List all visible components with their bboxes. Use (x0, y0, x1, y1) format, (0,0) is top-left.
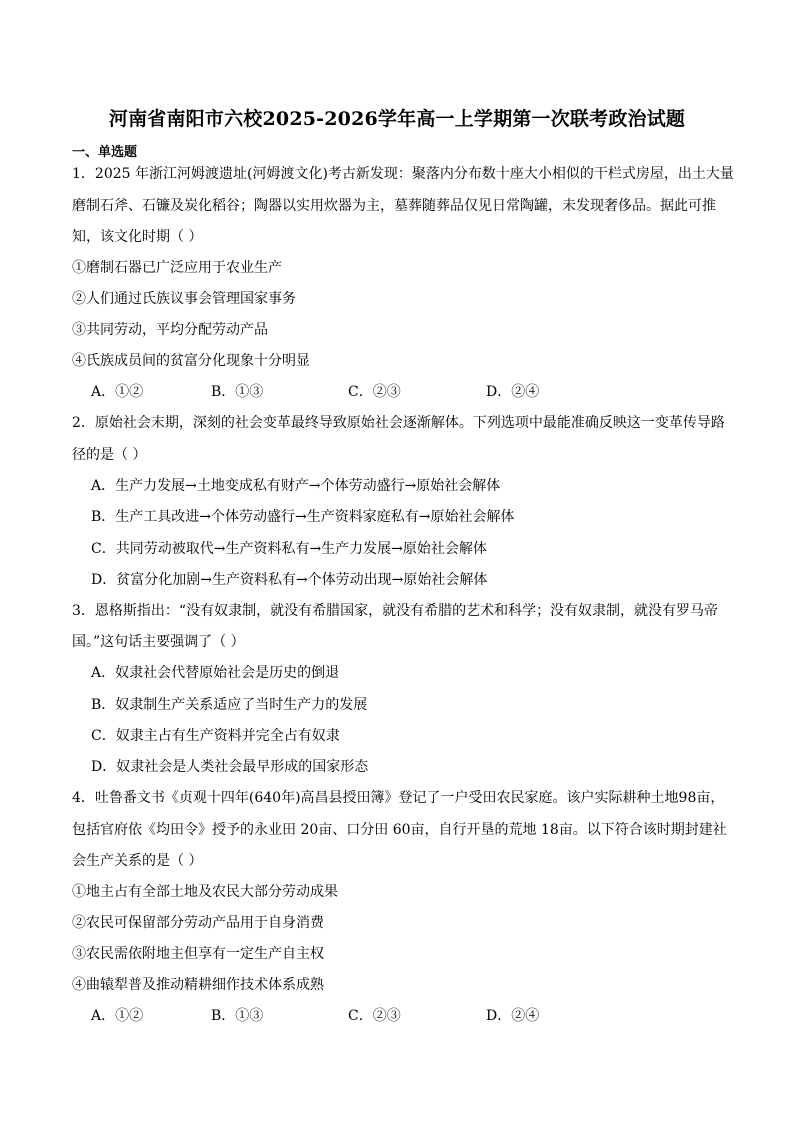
question-1-stem-line-3: 知，该文化时期（ ） (72, 229, 203, 245)
question-4-option-d[interactable]: D．②④ (486, 1008, 540, 1024)
question-3-option-a[interactable]: A．奴隶社会代替原始社会是历史的倒退 (91, 665, 340, 681)
question-1-statement-2: ②人们通过氏族议事会管理国家事务 (72, 291, 296, 307)
question-4-options (91, 1006, 731, 1026)
question-1-stem-line-2: 磨制石斧、石镰及炭化稻谷；陶器以实用炊器为主，墓葬随葬品仅见日常陶罐，未发现奢侈品。据此可推 (72, 198, 716, 214)
question-3-option-c[interactable]: C．奴隶主占有生产资料并完全占有奴隶 (91, 728, 340, 744)
question-2-option-c[interactable]: C．共同劳动被取代→生产资料私有→生产力发展→原始社会解体 (91, 541, 487, 557)
question-2-stem-line-2: 径的是（ ） (72, 447, 147, 463)
question-1-option-a[interactable]: A．①② (91, 384, 144, 400)
question-4-option-b[interactable]: B．①③ (211, 1008, 264, 1024)
question-1-option-d[interactable]: D．②④ (486, 384, 540, 400)
question-1-option-c[interactable]: C．②③ (348, 384, 401, 400)
question-3-stem-line-1: 3．恩格斯指出：“没有奴隶制，就没有希腊国家，就没有希腊的艺术和科学；没有奴隶制，就没有罗马帝 (72, 603, 719, 619)
question-4-statement-2: ②农民可保留部分劳动产品用于自身消费 (72, 915, 324, 931)
page-title: 河南省南阳市六校2025-2026学年高一上学期第一次联考政治试题 (108, 108, 686, 130)
question-2-option-a[interactable]: A．生产力发展→土地变成私有财产→个体劳动盛行→原始社会解体 (91, 478, 501, 494)
question-4-stem-line-2: 包括官府依《均田令》授予的永业田 20亩、口分田 60亩，自行开垦的荒地 18亩。以下符合该时期封建社 (72, 822, 727, 838)
question-1-statement-1: ①磨制石器已广泛应用于农业生产 (72, 260, 282, 276)
question-4-stem-line-3: 会生产关系的是（ ） (72, 853, 203, 869)
question-1-stem-line-1: 1．2025 年浙江河姆渡遗址(河姆渡文化)考古新发现：聚落内分布数十座大小相似的干栏式房屋，出土大量 (72, 166, 734, 182)
question-3-option-d[interactable]: D．奴隶社会是人类社会最早形成的国家形态 (91, 759, 369, 775)
question-1-statement-4: ④氏族成员间的贫富分化现象十分明显 (72, 353, 310, 369)
question-2-option-b[interactable]: B．生产工具改进→个体劳动盛行→生产资料家庭私有→原始社会解体 (91, 509, 515, 525)
question-4-option-a[interactable]: A．①② (91, 1008, 144, 1024)
question-4-statement-3: ③农民需依附地主但享有一定生产自主权 (72, 946, 324, 962)
question-4-stem-line-1: 4．吐鲁番文书《贞观十四年(640年)高昌县授田簿》登记了一户受田农民家庭。该户实际耕种土地98亩， (72, 790, 725, 806)
section-heading: 一、单选题 (72, 145, 138, 160)
question-3-stem-line-2: 国。”这句话主要强调了（ ） (72, 634, 245, 650)
question-2-option-d[interactable]: D．贫富分化加剧→生产资料私有→个体劳动出现→原始社会解体 (91, 572, 488, 588)
question-1-options (91, 382, 731, 402)
question-4-option-c[interactable]: C．②③ (348, 1008, 401, 1024)
question-1-option-b[interactable]: B．①③ (211, 384, 264, 400)
question-2-stem-line-1: 2．原始社会末期，深刻的社会变革最终导致原始社会逐渐解体。下列选项中最能准确反映这一变革传导路 (72, 415, 725, 431)
question-1-statement-3: ③共同劳动，平均分配劳动产品 (72, 322, 268, 338)
question-4-statement-4: ④曲辕犁普及推动精耕细作技术体系成熟 (72, 977, 324, 993)
question-3-option-b[interactable]: B．奴隶制生产关系适应了当时生产力的发展 (91, 697, 368, 713)
question-4-statement-1: ①地主占有全部土地及农民大部分劳动成果 (72, 884, 338, 900)
